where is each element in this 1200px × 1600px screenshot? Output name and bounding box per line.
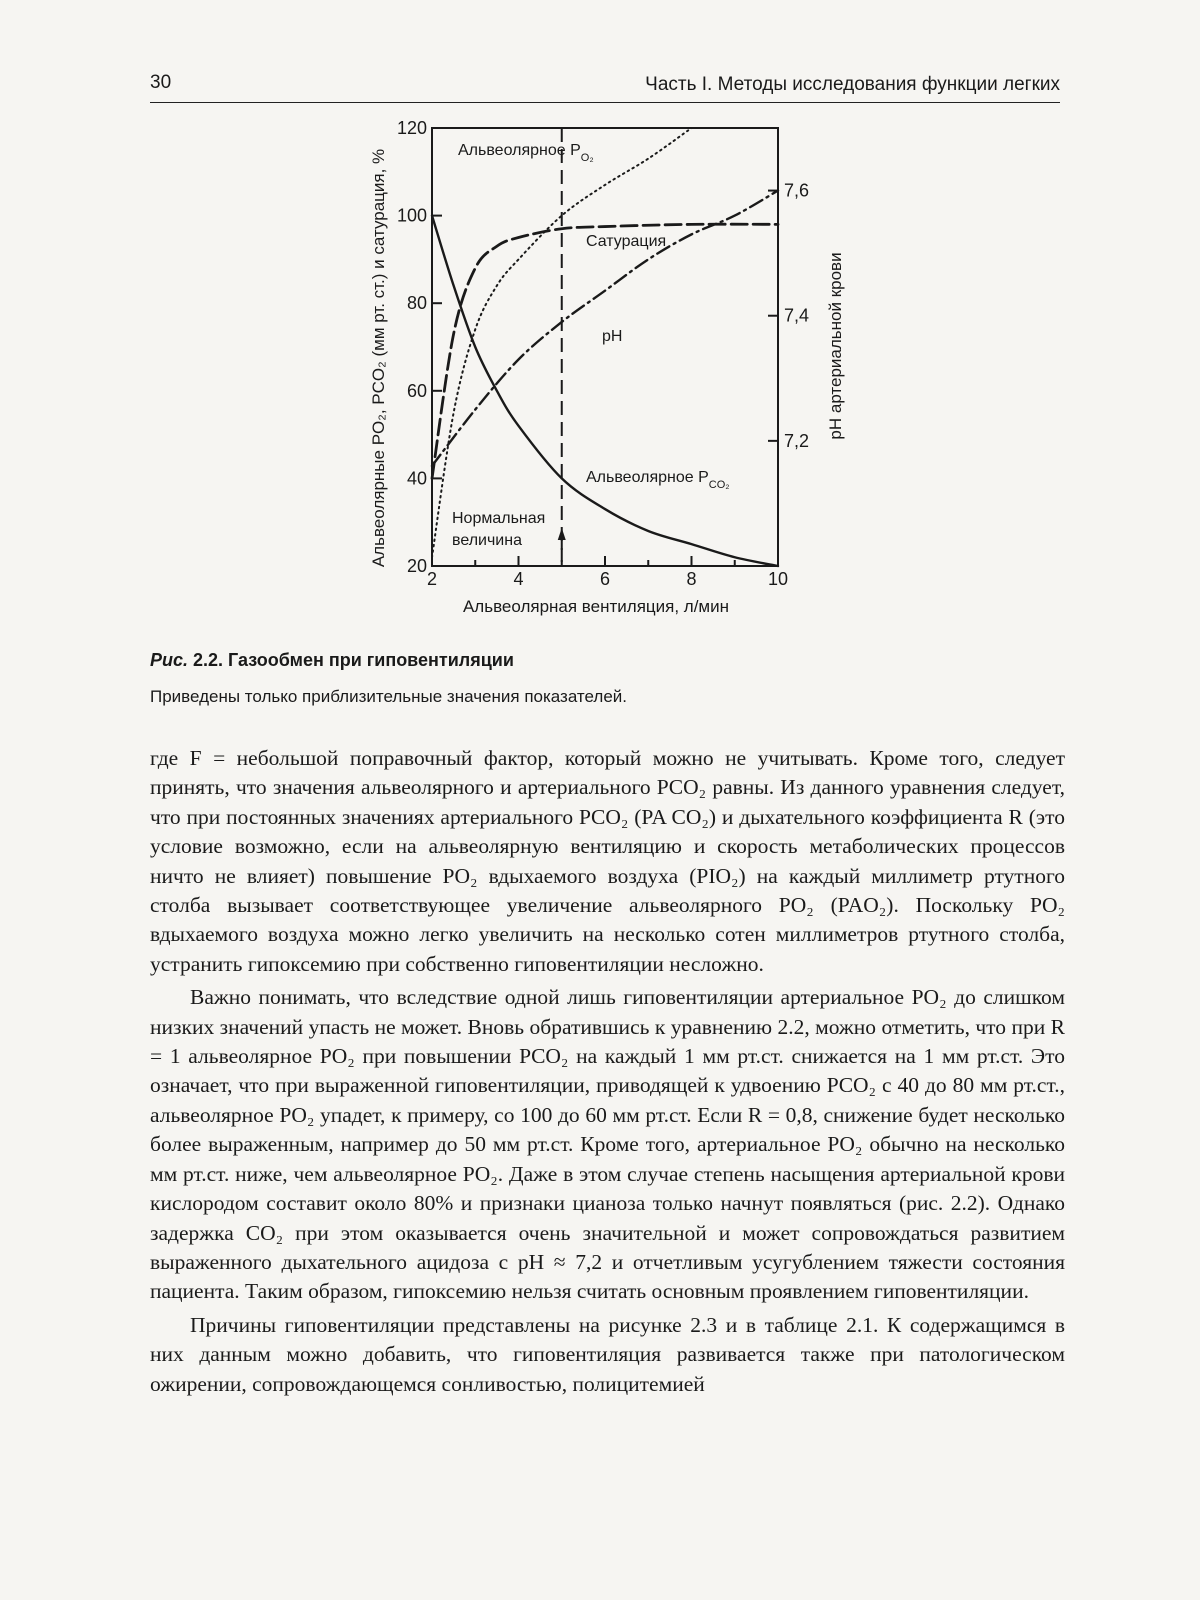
ph-label: pH bbox=[602, 328, 623, 345]
y-left-tick-label: 20 bbox=[406, 556, 427, 576]
x-tick-label: 2 bbox=[426, 569, 438, 589]
y-left-tick-label: 120 bbox=[396, 118, 427, 138]
running-title: Часть I. Методы исследования функции легких bbox=[645, 74, 1060, 95]
paragraph: Важно понимать, что вследствие одной лишь гиповентиляции артериальное PO₂ до слишком низких значений упасть не может. Вновь обратившись к уравнению 2.2, можно отметить, что при R = 1 альвеолярное PO₂ при повышении PCO₂ на каждый 1 мм рт.ст. снижается на 1 мм рт.ст. Это означает, что при выраженной гиповентиляции, приводящей к удвоению PCO₂ с 40 до 80 мм рт.ст., альвеолярное PO₂ упадет, к примеру, со 100 до 60 мм рт.ст. Если R = 0,8, снижение будет несколько более выраженным, например до 50 мм рт.ст. Кроме того, артериальное PO₂ обычно на несколько мм рт.ст. ниже, чем альвеолярное PO₂. Даже в этом случае степень насыщения артериальной крови кислородом составит около 80% и признаки цианоза только начнут появляться (рис. 2.2). Однако задержка CO₂ при этом оказывается очень значительной и может сопровождаться развитием выраженного дыхательного ацидоза с pH ≈ 7,2 и отчетливым усугублением тяжести состояния пациента. Таким образом, гипоксемию нельзя считать основным проявлением гиповентиляции. bbox=[150, 985, 1065, 1304]
y-left-tick-label: 80 bbox=[406, 293, 427, 314]
gas-exchange-chart bbox=[0, 0, 1200, 640]
y-left-axis-label: Альвеолярные PO₂, PCO₂ (мм рт. ст.) и сатурация, % bbox=[369, 148, 388, 568]
x-tick-label: 10 bbox=[767, 569, 789, 589]
alv-po2-label: Альвеолярное $P_{O_2}$ bbox=[458, 142, 594, 164]
x-tick-label: 8 bbox=[686, 569, 697, 589]
x-tick-label: 4 bbox=[513, 569, 524, 589]
caption-title: Рис. 2.2. Газообмен при гиповентиляции bbox=[150, 650, 514, 670]
saturation-label: Сатурация bbox=[586, 233, 667, 250]
caption-subtitle: Приведены только приблизительные значения показателей. bbox=[150, 687, 628, 706]
y-left-tick-label: 60 bbox=[406, 380, 427, 401]
paragraph: Причины гиповентиляции представлены на рисунке 2.3 и в таблице 2.1. К содержащимся в них данным можно добавить, что гиповентиляция развивается также при патологическом ожирении, сопровождающемся сонливостью, полицитемией bbox=[150, 1312, 1065, 1396]
series-line bbox=[432, 224, 778, 478]
body-text bbox=[150, 744, 1065, 1399]
y-right-tick-label: 7,4 bbox=[784, 305, 810, 326]
x-tick-label: 6 bbox=[599, 569, 611, 589]
y-right-axis-label: pH артериальной крови bbox=[826, 252, 845, 440]
normal-value-label-1: Нормальная bbox=[452, 510, 546, 527]
x-axis-label: Альвеолярная вентиляция, л/мин bbox=[462, 597, 730, 616]
paragraph: где F = небольшой поправочный фактор, который можно не учитывать. Кроме того, следует принять, что значения альвеолярного и артериального PCO₂ равны. Из данного уравнения следует, что при постоянных значениях артериального PCO₂ (PA CO₂) и дыхательного коэффициента R (это условие возможно, если на альвеолярную вентиляцию и скорость метаболических процессов ничто не влияет) повышение PO₂ вдыхаемого воздуха (PIO₂) на каждый миллиметр ртутного столба вызывает соответствующее увеличение альвеолярного PO₂ (PAO₂). Поскольку PO₂ вдыхаемого воздуха можно легко увеличить на несколько сотен миллиметров ртутного столба, устранить гипоксемию при собственно гиповентиляции несложно. bbox=[150, 746, 1065, 976]
normal-value-arrow bbox=[558, 528, 566, 550]
figure-caption bbox=[150, 650, 1060, 707]
y-left-tick-label: 100 bbox=[396, 205, 427, 226]
y-left-tick-label: 40 bbox=[406, 468, 427, 489]
normal-value-label-2: величина bbox=[452, 532, 522, 549]
page-number: 30 bbox=[150, 72, 172, 93]
plot-frame bbox=[432, 128, 778, 566]
y-right-tick-label: 7,6 bbox=[784, 180, 810, 201]
alv-pco2-label: Альвеолярное $P_{CO_2}$ bbox=[586, 469, 730, 491]
y-right-tick-label: 7,2 bbox=[784, 430, 810, 451]
